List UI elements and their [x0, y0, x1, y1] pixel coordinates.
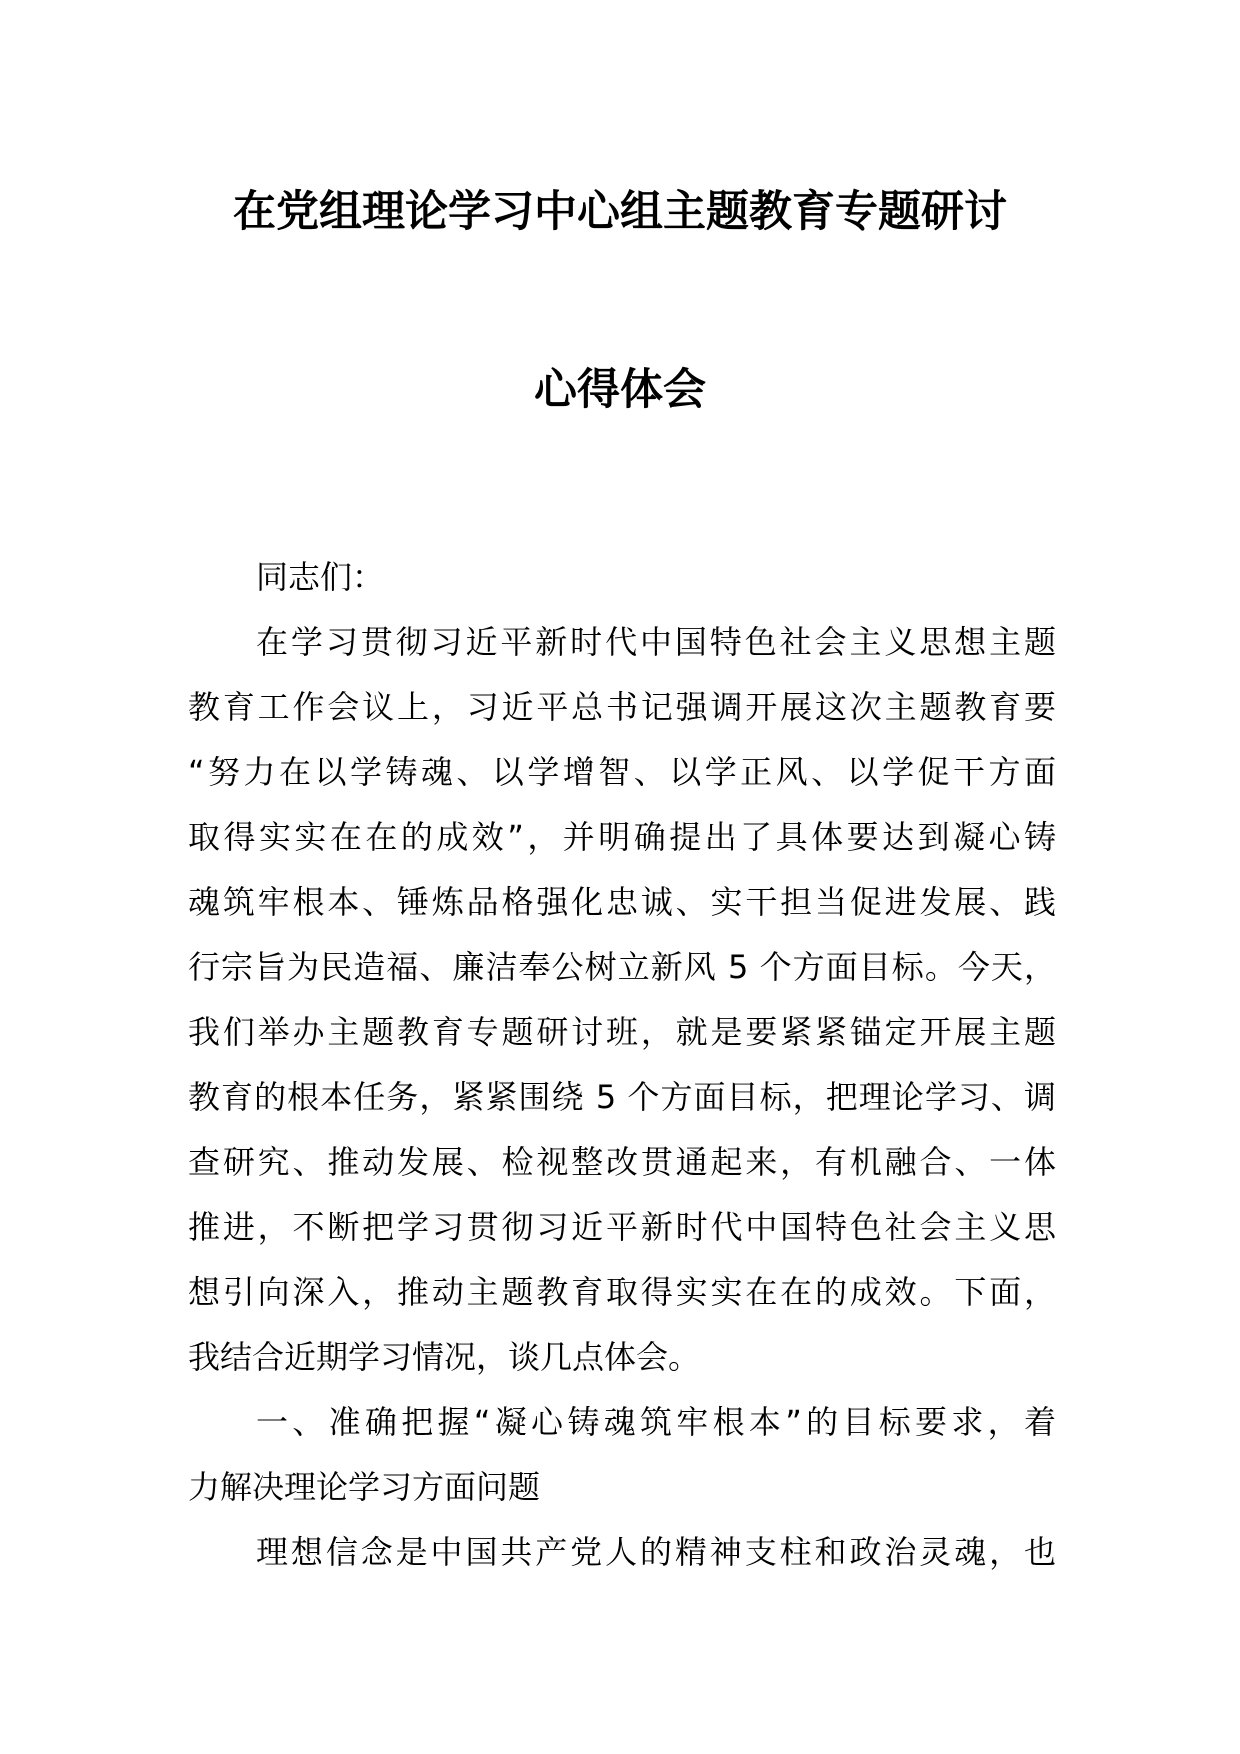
paragraph-line: 我们举办主题教育专题研讨班，就是要紧紧锚定开展主题 [188, 1013, 1056, 1051]
paragraph-line: 魂筑牢根本、锤炼品格强化忠诚、实干担当促进发展、践 [188, 883, 1056, 921]
document-title-line-2: 心得体会 [534, 365, 706, 415]
paragraph-line: “努力在以学铸魂、以学增智、以学正风、以学促干方面 [188, 753, 1056, 791]
paragraph-line: 在学习贯彻习近平新时代中国特色社会主义思想主题 [256, 623, 1056, 661]
salutation: 同志们： [256, 558, 385, 596]
paragraph-line: 理想信念是中国共产党人的精神支柱和政治灵魂，也 [256, 1533, 1056, 1571]
paragraph-line: 查研究、推动发展、检视整改贯通起来，有机融合、一体 [188, 1143, 1056, 1181]
document-body [188, 545, 1056, 1585]
document-title-line-1: 在党组理论学习中心组主题教育专题研讨 [233, 187, 1007, 237]
paragraph-line: 我结合近期学习情况，谈几点体会。 [188, 1338, 701, 1376]
paragraph-line: 推进，不断把学习贯彻习近平新时代中国特色社会主义思 [188, 1208, 1056, 1246]
paragraph-line: 教育工作会议上，习近平总书记强调开展这次主题教育要 [188, 688, 1056, 726]
paragraph-line: 教育的根本任务，紧紧围绕 5 个方面目标，把理论学习、调 [188, 1078, 1056, 1116]
paragraph-line: 想引向深入，推动主题教育取得实实在在的成效。下面， [188, 1273, 1056, 1311]
paragraph-line: 行宗旨为民造福、廉洁奉公树立新风 5 个方面目标。今天， [188, 948, 1056, 986]
paragraph-line: 取得实实在在的成效”，并明确提出了具体要达到凝心铸 [188, 818, 1056, 856]
section-heading-line: 一、准确把握“凝心铸魂筑牢根本”的目标要求，着 [256, 1403, 1056, 1441]
section-heading-line: 力解决理论学习方面问题 [188, 1468, 541, 1506]
